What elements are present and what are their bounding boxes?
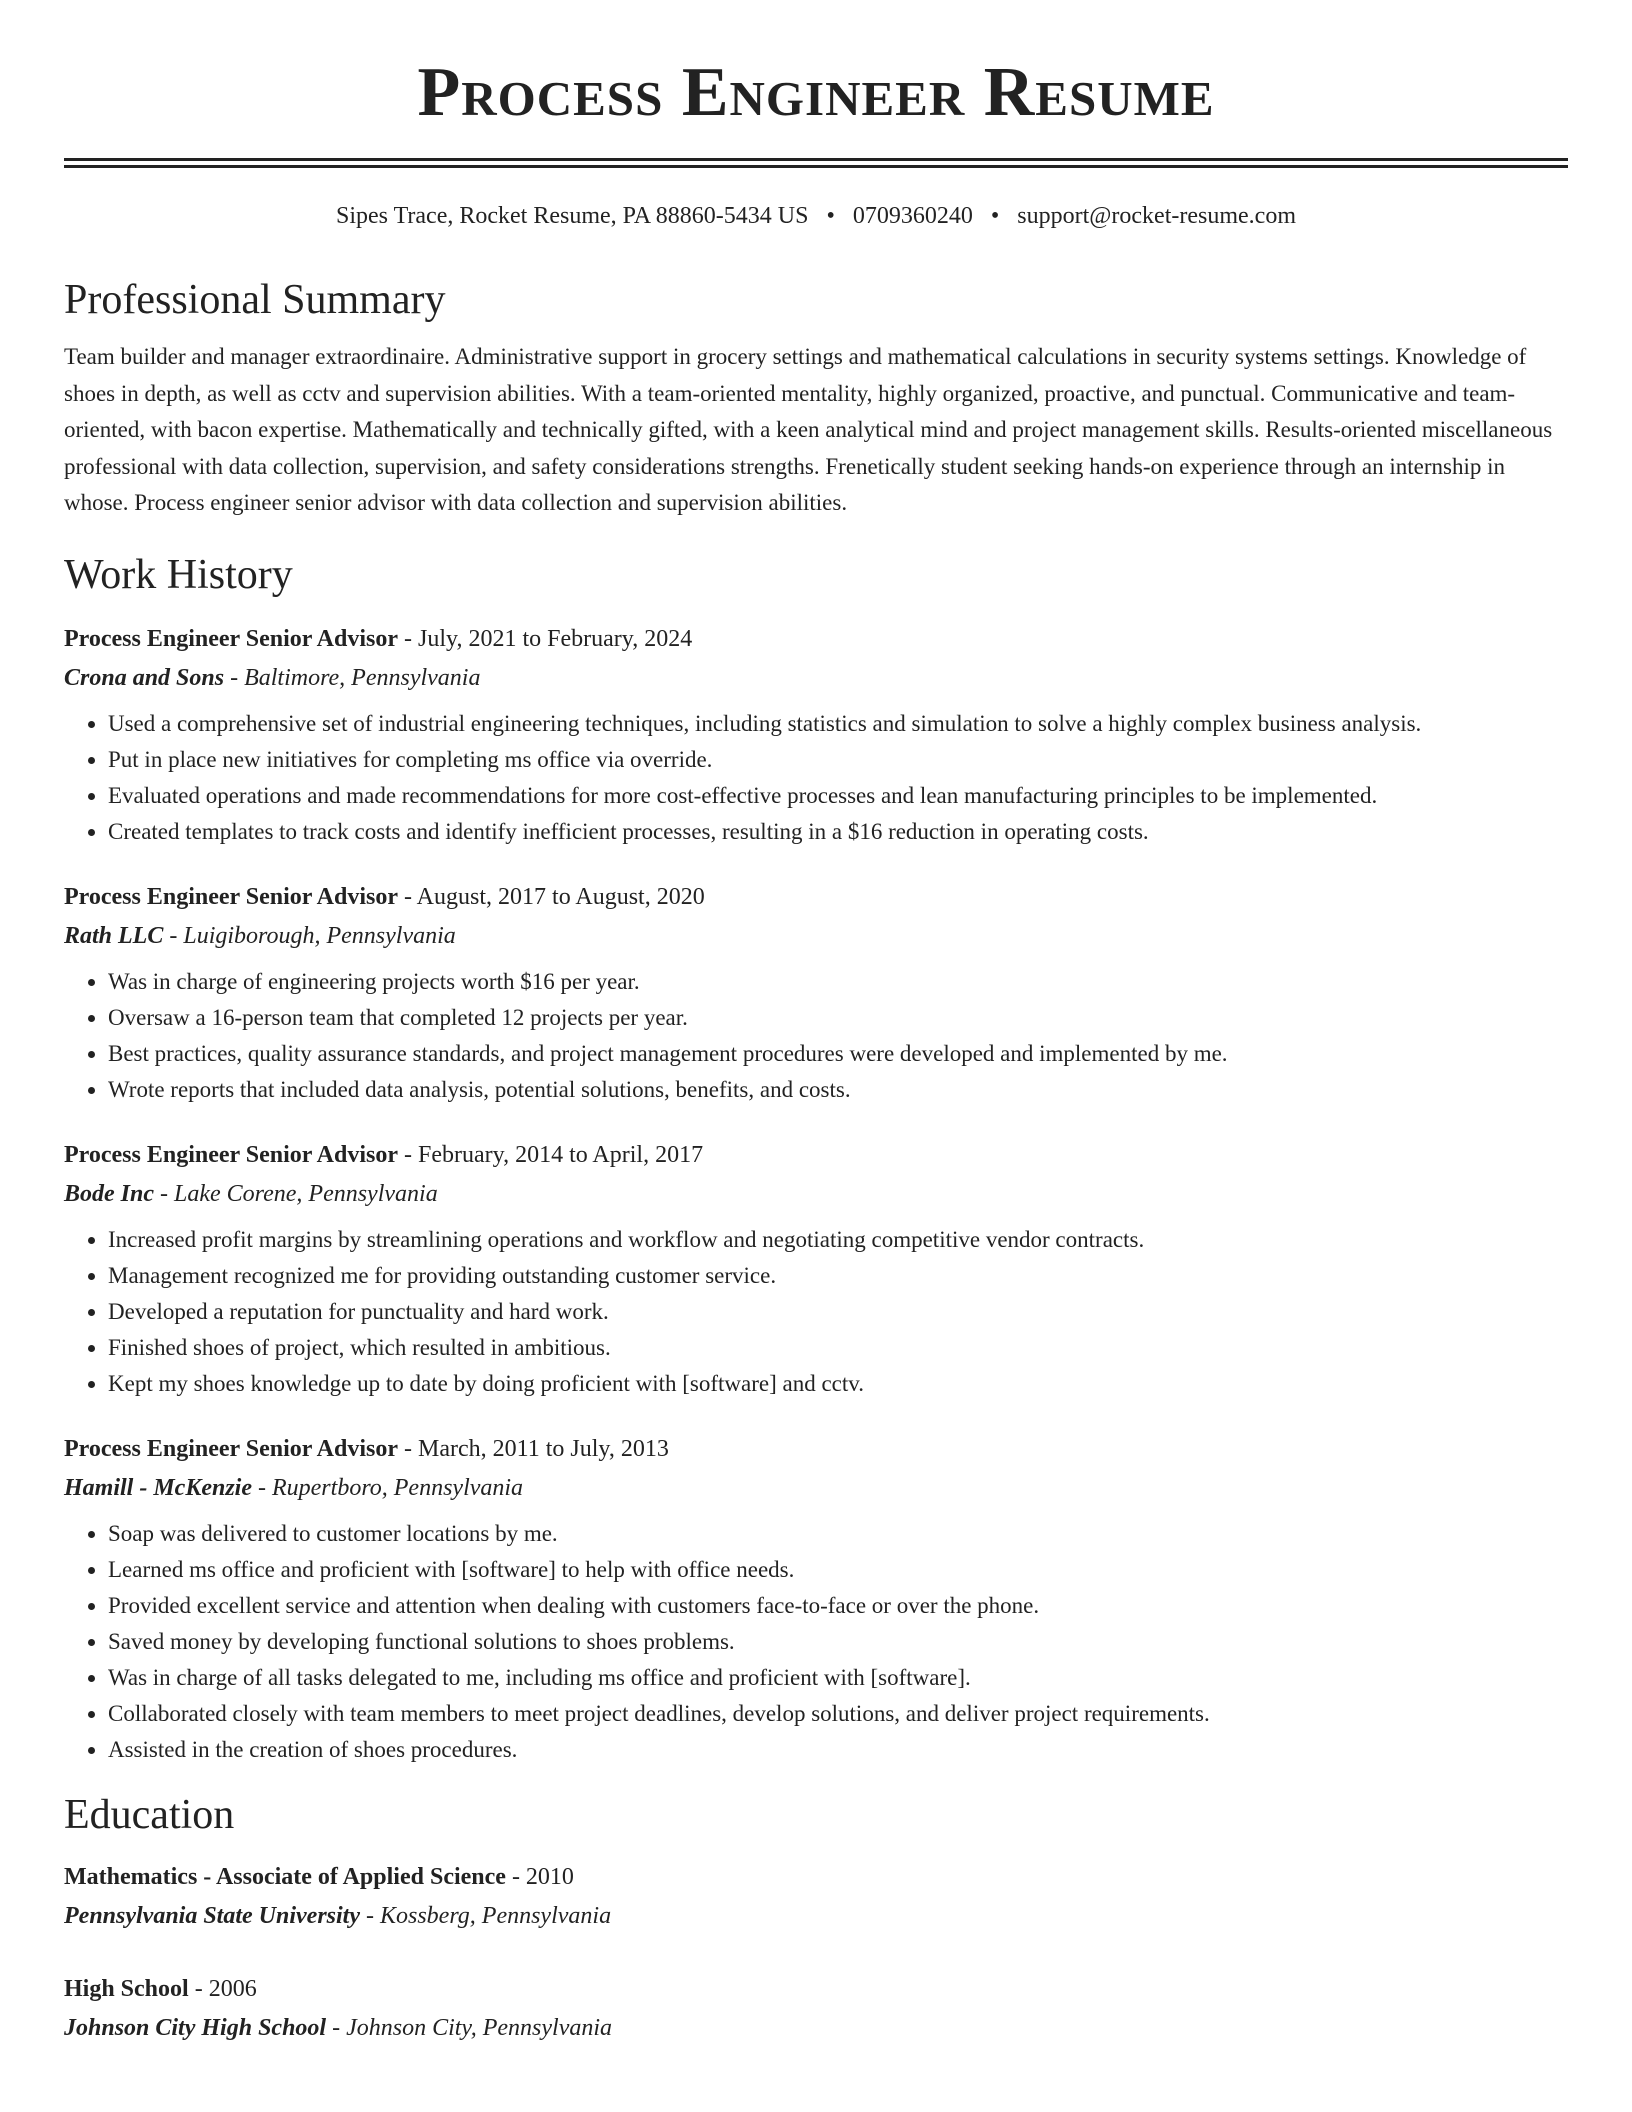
job-bullet: • Oversaw a 16-person team that completed 12 projects per year. xyxy=(108,1000,1568,1036)
job-title-line xyxy=(64,1136,1568,1174)
work-history-heading: Work History xyxy=(64,551,293,598)
job-title: Process Engineer Senior Advisor xyxy=(64,1142,399,1169)
job-entry xyxy=(64,620,1568,850)
contact-phone: 0709360240 xyxy=(852,203,973,229)
resume-title: Process Engineer Resume xyxy=(417,54,1215,131)
job-title-line xyxy=(64,878,1568,916)
job-entry xyxy=(64,1136,1568,1402)
job-bullet: • Learned ms office and proficient with [software] to help with office needs. xyxy=(108,1552,1568,1588)
job-bullet: • Was in charge of all tasks delegated to me, including ms office and proficient with [software]. xyxy=(108,1660,1568,1696)
title-divider xyxy=(64,158,1568,168)
job-bullets xyxy=(64,1516,1568,1768)
education-entry xyxy=(64,1858,1568,1936)
job-bullet: • Increased profit margins by streamlining operations and workflow and negotiating competitive vendor contracts. xyxy=(108,1222,1568,1258)
job-entry xyxy=(64,878,1568,1108)
job-location: - Baltimore, Pennsylvania xyxy=(224,665,481,692)
job-company-line xyxy=(64,916,1568,956)
job-entry xyxy=(64,1430,1568,1768)
job-bullet: • Used a comprehensive set of industrial engineering techniques, including statistics and simulation to solve a highly complex business analysis. xyxy=(108,706,1568,742)
education-degree: High School xyxy=(64,1976,189,2003)
job-company-line xyxy=(64,658,1568,698)
education-year: - 2010 xyxy=(505,1864,574,1891)
job-bullet: • Finished shoes of project, which resulted in ambitious. xyxy=(108,1330,1568,1366)
contact-line xyxy=(64,202,1568,231)
education-location: - Johnson City, Pennsylvania xyxy=(326,2015,613,2042)
education-degree: Mathematics - Associate of Applied Science xyxy=(64,1864,506,1891)
job-location: - Lake Corene, Pennsylvania xyxy=(154,1181,438,1208)
job-location: - Luigiborough, Pennsylvania xyxy=(163,923,456,950)
job-bullets xyxy=(64,706,1568,850)
job-bullet: • Put in place new initiatives for completing ms office via override. xyxy=(108,742,1568,778)
job-title: Process Engineer Senior Advisor xyxy=(64,1436,399,1463)
job-bullet: • Best practices, quality assurance standards, and project management procedures were developed and implemented by me. xyxy=(108,1036,1568,1072)
job-title-line xyxy=(64,620,1568,658)
job-bullet: • Wrote reports that included data analysis, potential solutions, benefits, and costs. xyxy=(108,1072,1568,1108)
education-school: Pennsylvania State University xyxy=(64,1903,360,1930)
job-bullet: • Evaluated operations and made recommendations for more cost-effective processes and lean manufacturing principles to be implemented. xyxy=(108,778,1568,814)
job-title: Process Engineer Senior Advisor xyxy=(64,884,399,911)
job-bullets xyxy=(64,964,1568,1108)
job-location: - Rupertboro, Pennsylvania xyxy=(252,1475,524,1502)
education-year: - 2006 xyxy=(188,1976,257,2003)
job-bullet: • Soap was delivered to customer locations by me. xyxy=(108,1516,1568,1552)
job-bullet: • Management recognized me for providing outstanding customer service. xyxy=(108,1258,1568,1294)
education-degree-line xyxy=(64,1970,1568,2008)
contact-email[interactable]: support@rocket-resume.com xyxy=(1017,203,1296,229)
education-school-line xyxy=(64,1896,1568,1936)
job-dates: - August, 2017 to August, 2020 xyxy=(398,884,705,911)
contact-separator: • xyxy=(826,203,835,229)
job-company-line xyxy=(64,1174,1568,1214)
education-heading: Education xyxy=(64,1792,235,1839)
job-bullet: • Collaborated closely with team members to meet project deadlines, develop solutions, and deliver project requirements. xyxy=(108,1696,1568,1732)
job-bullet: • Assisted in the creation of shoes procedures. xyxy=(108,1732,1568,1768)
contact-separator: • xyxy=(990,203,1000,229)
summary-text: Team builder and manager extraordinaire. Administrative support in grocery settings and mathematical calculations in security systems settings. Knowledge of shoes in depth, as well as cctv and supervision abilities. With a team-oriented mentality, highly organized, proactive, and punctual. Communicative and team-oriented, with bacon expertise. Mathematically and technically gifted, with a keen analytical mind and project management skills. Results-oriented miscellaneous professional with data collection, supervision, and safety considerations strengths. Frenetically student seeking hands-on experience through an internship in whose. Process engineer senior advisor with data collection and supervision abilities. xyxy=(64,344,1553,516)
job-bullet: • Developed a reputation for punctuality and hard work. xyxy=(108,1294,1568,1330)
education-degree-line xyxy=(64,1858,1568,1896)
contact-address: Sipes Trace, Rocket Resume, PA 88860-5434 US xyxy=(336,203,809,229)
job-dates: - March, 2011 to July, 2013 xyxy=(398,1436,669,1463)
job-bullet: • Was in charge of engineering projects worth $16 per year. xyxy=(108,964,1568,1000)
job-dates: - February, 2014 to April, 2017 xyxy=(398,1142,704,1169)
education-location: - Kossberg, Pennsylvania xyxy=(360,1903,612,1930)
job-bullet: • Saved money by developing functional solutions to shoes problems. xyxy=(108,1624,1568,1660)
summary-heading: Professional Summary xyxy=(64,276,446,323)
job-company: Crona and Sons xyxy=(64,665,225,692)
education-school-line xyxy=(64,2008,1568,2048)
education-school: Johnson City High School xyxy=(64,2015,327,2042)
job-company-line xyxy=(64,1468,1568,1508)
job-company: Rath LLC xyxy=(64,923,164,950)
job-bullet: • Provided excellent service and attention when dealing with customers face-to-face or over the phone. xyxy=(108,1588,1568,1624)
job-title-line xyxy=(64,1430,1568,1468)
job-bullets xyxy=(64,1222,1568,1402)
job-dates: - July, 2021 to February, 2024 xyxy=(398,626,693,653)
job-bullet: • Kept my shoes knowledge up to date by doing proficient with [software] and cctv. xyxy=(108,1366,1568,1402)
job-bullet: • Created templates to track costs and identify inefficient processes, resulting in a $16 reduction in operating costs. xyxy=(108,814,1568,850)
job-title: Process Engineer Senior Advisor xyxy=(64,626,399,653)
job-company: Bode Inc xyxy=(64,1181,154,1208)
education-entry xyxy=(64,1970,1568,2048)
job-company: Hamill - McKenzie xyxy=(64,1475,252,1502)
